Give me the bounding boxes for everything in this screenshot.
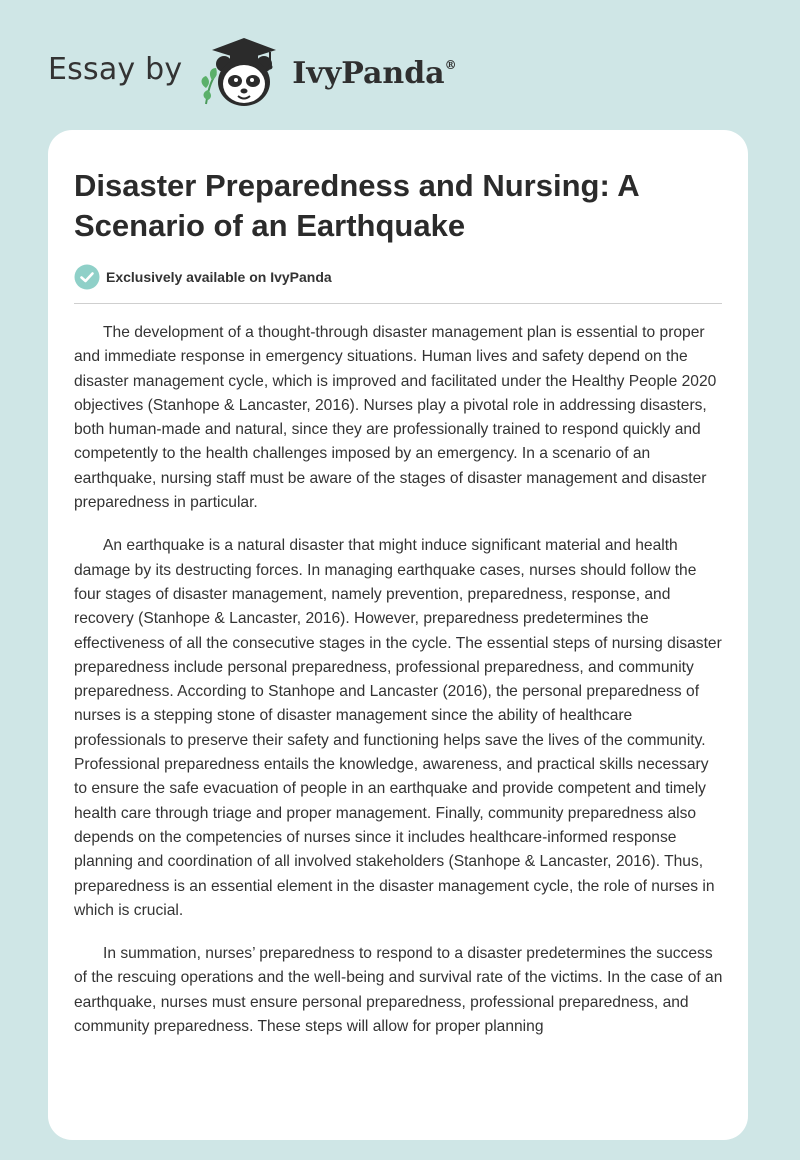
essay-card	[48, 130, 748, 1140]
exclusive-badge	[74, 264, 332, 290]
essay-by-label: Essay by	[48, 51, 183, 87]
divider	[74, 303, 722, 304]
site-header	[48, 34, 568, 110]
panda-logo-icon[interactable]	[200, 34, 284, 110]
exclusive-badge-label: Exclusively available on IvyPanda	[106, 269, 332, 285]
brand-text: IvyPanda	[292, 55, 445, 91]
paragraph: An earthquake is a natural disaster that might induce significant material and health damage by its destructing forces. In managing earthquake cases, nurses should follow the four stages of disaster management, namely prevention, preparedness, response, and recovery (Stanhope & Lancaster, 2016). However, preparedness predetermines the effectiveness of all the consecutive stages in the cycle. The essential steps of nursing disaster preparedness include personal preparedness, professional preparedness, and community preparedness. According to Stanhope and Lancaster (2016), the personal preparedness of nurses is a stepping stone of disaster management since the ability of healthcare professionals to preserve their safety and functioning helps save the lives of the community. Professional preparedness entails the knowledge, awareness, and practical skills necessary to ensure the safe evacuation of people in an earthquake and provide competent and timely health care through triage and proper management. Finally, community preparedness also depends on the competencies of nurses since it includes healthcare-informed response planning and coordination of all involved stakeholders (Stanhope & Lancaster, 2016). Thus, preparedness is an essential element in the disaster management cycle, the role of nurses in which is crucial.	[74, 537, 722, 919]
registered-mark: ®	[444, 57, 457, 72]
essay-title: Disaster Preparedness and Nursing: A Scenario of an Earthquake	[74, 168, 639, 243]
essay-body	[74, 321, 724, 1058]
brand-name[interactable]	[292, 56, 456, 91]
checkmark-circle-icon	[74, 264, 100, 290]
paragraph: In summation, nurses’ preparedness to respond to a disaster predetermines the success of the rescuing operations and the well-being and survival rate of the victims. In the case of an earthquake, nurses must ensure personal preparedness, professional preparedness, and community preparedness. These steps will allow for proper planning	[74, 945, 723, 1036]
paragraph: The development of a thought-through disaster management plan is essential to proper and immediate response in emergency situations. Human lives and safety depend on the disaster management cycle, which is improved and facilitated under the Healthy People 2020 objectives (Stanhope & Lancaster, 2016). Nurses play a pivotal role in addressing disasters, both human-made and natural, since they are professionally trained to respond quickly and competently to the health challenges imposed by an emergency. In a scenario of an earthquake, nursing staff must be aware of the stages of disaster management and disaster preparedness in particular.	[74, 324, 717, 512]
